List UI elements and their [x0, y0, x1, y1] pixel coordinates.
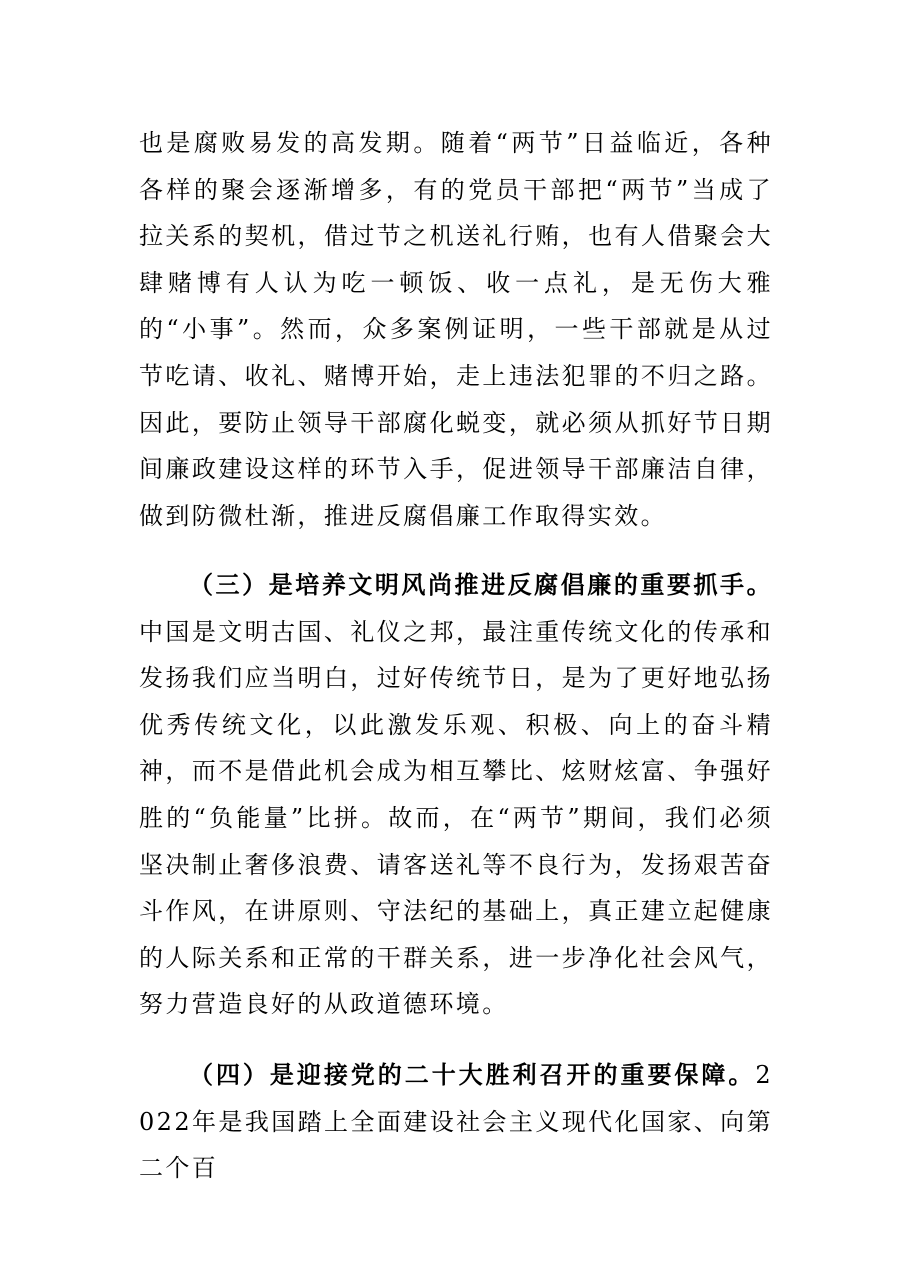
- section-heading: （四）是迎接党的二十大胜利召开的重要保障。: [189, 1061, 756, 1089]
- paragraph-section-3: [139, 562, 773, 1028]
- paragraph-body: 也是腐败易发的高发期。随着“两节”日益临近，各种各样的聚会逐渐增多，有的党员干部把“两节”当成了拉关系的契机，借过节之机送礼行贿，也有人借聚会大肆赌博有人认为吃一顿饭、收一点礼，是无伤大雅的“小事”。然而，众多案例证明，一些干部就是从过节吃请、收礼、赌博开始，走上违法犯罪的不归之路。因此，要防止领导干部腐化蜕变，就必须从抓好节日期间廉政建设这样的环节入手，促进领导干部廉洁自律，做到防微杜渐，推进反腐倡廉工作取得实效。: [139, 129, 773, 530]
- paragraph-body: 中国是文明古国、礼仪之邦，最注重传统文化的传承和发扬我们应当明白，过好传统节日，是为了更好地弘扬优秀传统文化，以此激发乐观、积极、向上的奋斗精神，而不是借此机会成为相互攀比、炫财炫富、争强好胜的“负能量”比拼。故而，在“两节”期间，我们必须坚决制止奢侈浪费、请客送礼等不良行为，发扬艰苦奋斗作风，在讲原则、守法纪的基础上，真正建立起健康的人际关系和正常的干群关系，进一步净化社会风气，努力营造良好的从政道德环境。: [139, 617, 773, 1019]
- paragraph-section-4: [139, 1052, 773, 1192]
- paragraph-continuation: [139, 120, 773, 539]
- section-heading: （三）是培养文明风尚推进反腐倡廉的重要抓手。: [189, 571, 773, 599]
- paragraph-body: 2022年是我国踏上全面建设社会主义现代化国家、向第二个百: [139, 1061, 773, 1183]
